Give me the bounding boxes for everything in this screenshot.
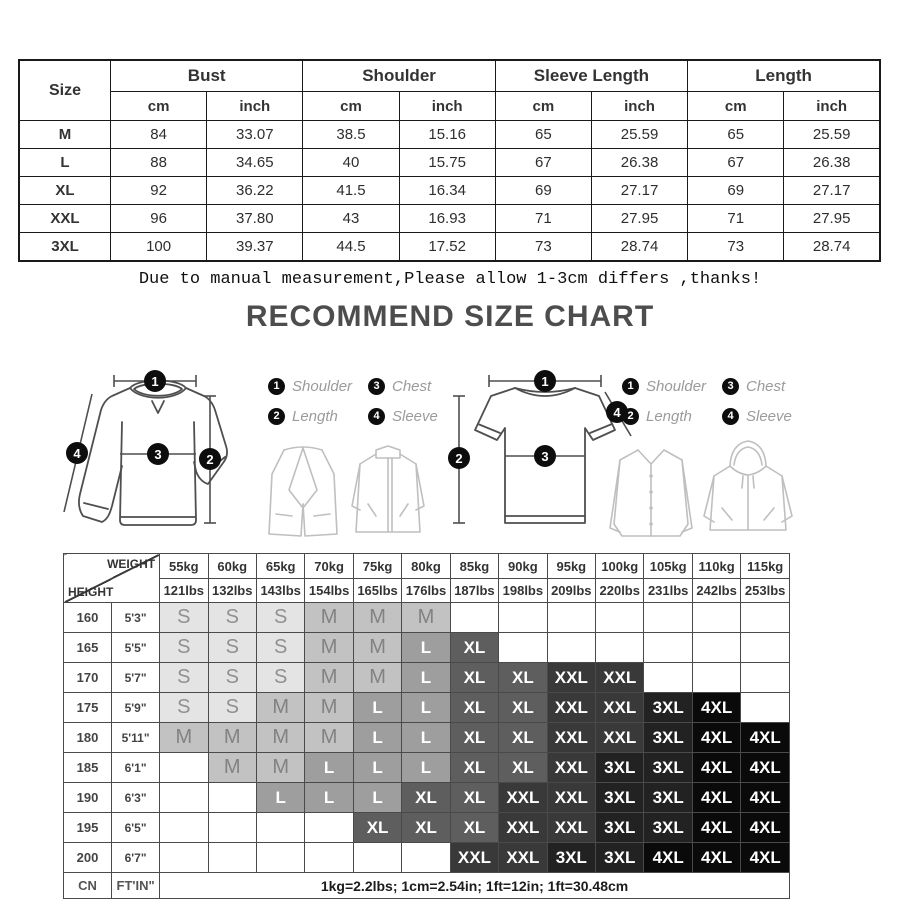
height-ftin: 5'3": [112, 603, 160, 633]
weight-kg-header: 110kg: [692, 554, 740, 579]
size-cell: XL: [450, 633, 498, 663]
empty-cell: [499, 633, 547, 663]
height-cm: 165: [64, 633, 112, 663]
recommend-size-chart-heading: RECOMMEND SIZE CHART: [245, 300, 655, 333]
group-header: Length: [688, 60, 880, 92]
empty-cell: [353, 843, 401, 873]
weight-kg-header: 90kg: [499, 554, 547, 579]
weight-lbs-header: 143lbs: [256, 579, 304, 603]
size-cell: S: [208, 663, 256, 693]
height-ftin: 6'3": [112, 783, 160, 813]
size-cell: S: [208, 633, 256, 663]
measurement-value: 92: [111, 177, 207, 205]
weight-lbs-header: 121lbs: [160, 579, 208, 603]
measurement-value: 25.59: [784, 121, 880, 149]
size-cell: XL: [450, 753, 498, 783]
legend-label: Length: [292, 407, 338, 425]
legend-number-icon: 3: [368, 378, 385, 395]
measurement-value: 44.5: [303, 233, 399, 262]
empty-cell: [499, 603, 547, 633]
size-cell: XXL: [547, 663, 595, 693]
size-row-label: M: [19, 121, 111, 149]
height-ftin: 5'9": [112, 693, 160, 723]
marker-4-sleeve: 4: [66, 442, 88, 464]
size-cell: L: [402, 663, 450, 693]
measurement-value: 73: [688, 233, 784, 262]
marker-3-chest: 3: [147, 443, 169, 465]
weight-label: WEIGHT: [107, 557, 156, 571]
size-cell: XXL: [547, 813, 595, 843]
sweatshirt-measure-diagram: [58, 370, 258, 542]
empty-cell: [644, 663, 692, 693]
measurement-value: 25.59: [591, 121, 687, 149]
legend-item-sleeve: [722, 404, 814, 428]
empty-cell: [208, 813, 256, 843]
size-cell: L: [402, 693, 450, 723]
weight-kg-header: 70kg: [305, 554, 353, 579]
size-cell: XL: [499, 663, 547, 693]
unit-header: inch: [399, 92, 495, 121]
size-cell: XXL: [547, 693, 595, 723]
blazer-sketch: [262, 442, 344, 542]
height-cm: 160: [64, 603, 112, 633]
unit-header: inch: [591, 92, 687, 121]
empty-cell: [547, 603, 595, 633]
marker-4-sleeve: 4: [606, 401, 628, 423]
weight-kg-header: 65kg: [256, 554, 304, 579]
measurement-value: 67: [495, 149, 591, 177]
weight-kg-header: 95kg: [547, 554, 595, 579]
empty-cell: [256, 843, 304, 873]
size-cell: 4XL: [741, 753, 790, 783]
size-cell: 3XL: [596, 783, 644, 813]
size-cell: M: [402, 603, 450, 633]
size-cell: M: [353, 633, 401, 663]
size-cell: M: [305, 663, 353, 693]
size-cell: M: [256, 723, 304, 753]
empty-cell: [741, 603, 790, 633]
measurement-value: 26.38: [591, 149, 687, 177]
size-cell: 4XL: [692, 843, 740, 873]
legend-number-icon: 4: [368, 408, 385, 425]
size-row-label: XL: [19, 177, 111, 205]
size-cell: 4XL: [692, 723, 740, 753]
measurement-value: 38.5: [303, 121, 399, 149]
weight-lbs-header: 220lbs: [596, 579, 644, 603]
empty-cell: [692, 663, 740, 693]
measurement-value: 41.5: [303, 177, 399, 205]
measurement-value: 33.07: [207, 121, 303, 149]
size-cell: L: [353, 723, 401, 753]
legend-number-icon: 1: [268, 378, 285, 395]
empty-cell: [305, 843, 353, 873]
height-cm: 185: [64, 753, 112, 783]
height-cm: 200: [64, 843, 112, 873]
size-cell: XXL: [596, 693, 644, 723]
size-cell: M: [305, 633, 353, 663]
size-cell: XXL: [547, 723, 595, 753]
size-cell: S: [208, 693, 256, 723]
measurement-value: 15.16: [399, 121, 495, 149]
size-cell: XXL: [450, 843, 498, 873]
size-cell: S: [160, 603, 208, 633]
size-row-label: XXL: [19, 205, 111, 233]
group-header: Sleeve Length: [495, 60, 687, 92]
unit-header: cm: [303, 92, 399, 121]
empty-cell: [256, 813, 304, 843]
size-row-label: 3XL: [19, 233, 111, 262]
measurement-value: 27.95: [591, 205, 687, 233]
group-header: Bust: [111, 60, 303, 92]
marker-1-shoulder: 1: [144, 370, 166, 392]
height-ftin: 6'5": [112, 813, 160, 843]
empty-cell: [305, 813, 353, 843]
height-ftin: 5'5": [112, 633, 160, 663]
measurement-table: [18, 59, 881, 262]
cn-unit-label: CN: [64, 873, 112, 899]
measurement-value: 71: [495, 205, 591, 233]
size-cell: XXL: [596, 723, 644, 753]
size-cell: 3XL: [596, 753, 644, 783]
legend-item-length: [622, 404, 722, 428]
weight-kg-header: 60kg: [208, 554, 256, 579]
height-cm: 190: [64, 783, 112, 813]
measurement-value: 28.74: [591, 233, 687, 262]
size-cell: XXL: [499, 843, 547, 873]
empty-cell: [160, 753, 208, 783]
legend-label: Shoulder: [646, 377, 707, 395]
group-header: Shoulder: [303, 60, 495, 92]
unit-header: cm: [111, 92, 207, 121]
height-ftin: 6'7": [112, 843, 160, 873]
size-cell: M: [256, 753, 304, 783]
size-cell: M: [256, 693, 304, 723]
size-cell: L: [353, 783, 401, 813]
unit-header: inch: [207, 92, 303, 121]
legend-label: Sleeve: [746, 407, 792, 425]
size-cell: 4XL: [741, 843, 790, 873]
legend-label: Sleeve: [392, 407, 438, 425]
measurement-value: 67: [688, 149, 784, 177]
size-cell: 4XL: [692, 783, 740, 813]
empty-cell: [208, 783, 256, 813]
empty-cell: [160, 843, 208, 873]
empty-cell: [596, 603, 644, 633]
measurement-value: 71: [688, 205, 784, 233]
measurement-value: 69: [495, 177, 591, 205]
size-cell: 4XL: [692, 753, 740, 783]
measurement-value: 26.38: [784, 149, 880, 177]
size-cell: 4XL: [741, 723, 790, 753]
measurement-value: 96: [111, 205, 207, 233]
size-cell: S: [256, 603, 304, 633]
size-cell: XL: [402, 813, 450, 843]
measurement-value: 34.65: [207, 149, 303, 177]
size-cell: XL: [402, 783, 450, 813]
jacket-sketch: [348, 440, 428, 542]
size-cell: M: [305, 723, 353, 753]
size-cell: M: [353, 663, 401, 693]
measurement-value: 27.95: [784, 205, 880, 233]
weight-kg-header: 115kg: [741, 554, 790, 579]
size-cell: XL: [450, 723, 498, 753]
legend-right: [622, 374, 814, 428]
measurement-value: 28.74: [784, 233, 880, 262]
height-cm: 195: [64, 813, 112, 843]
height-weight-matrix: [63, 553, 790, 899]
weight-lbs-header: 231lbs: [644, 579, 692, 603]
weight-lbs-header: 154lbs: [305, 579, 353, 603]
size-cell: S: [160, 633, 208, 663]
size-row-label: L: [19, 149, 111, 177]
ftin-unit-label: FT'IN": [112, 873, 160, 899]
weight-lbs-header: 242lbs: [692, 579, 740, 603]
marker-1-shoulder: 1: [534, 370, 556, 392]
measurement-note: Due to manual measurement,Please allow 1-3cm differs ,thanks!: [138, 270, 762, 289]
shirt-sketch: [605, 444, 697, 542]
size-cell: L: [402, 753, 450, 783]
size-cell: M: [160, 723, 208, 753]
size-cell: L: [353, 753, 401, 783]
unit-header: inch: [784, 92, 880, 121]
height-cm: 175: [64, 693, 112, 723]
empty-cell: [160, 813, 208, 843]
height-ftin: 5'7": [112, 663, 160, 693]
legend-label: Shoulder: [292, 377, 353, 395]
measurement-value: 73: [495, 233, 591, 262]
size-cell: S: [160, 663, 208, 693]
size-cell: 3XL: [644, 723, 692, 753]
weight-kg-header: 75kg: [353, 554, 401, 579]
size-cell: 3XL: [547, 843, 595, 873]
size-cell: XXL: [499, 813, 547, 843]
unit-header: cm: [688, 92, 784, 121]
weight-height-corner: [64, 554, 160, 603]
weight-kg-header: 55kg: [160, 554, 208, 579]
empty-cell: [644, 603, 692, 633]
empty-cell: [741, 633, 790, 663]
size-cell: XL: [450, 693, 498, 723]
size-cell: XXL: [499, 783, 547, 813]
marker-3-chest: 3: [534, 445, 556, 467]
legend-number-icon: 3: [722, 378, 739, 395]
legend-item-chest: [722, 374, 814, 398]
measurement-value: 16.34: [399, 177, 495, 205]
unit-header: cm: [495, 92, 591, 121]
empty-cell: [692, 633, 740, 663]
measurement-value: 37.80: [207, 205, 303, 233]
size-cell: L: [402, 723, 450, 753]
unit-conversion-note: 1kg=2.2lbs; 1cm=2.54in; 1ft=12in; 1ft=30.48cm: [160, 873, 790, 899]
legend-label: Length: [646, 407, 692, 425]
marker-2-length: 2: [199, 448, 221, 470]
measurement-value: 65: [688, 121, 784, 149]
legend-number-icon: 2: [268, 408, 285, 425]
size-cell: L: [353, 693, 401, 723]
size-cell: 3XL: [644, 813, 692, 843]
empty-cell: [644, 633, 692, 663]
measurement-value: 39.37: [207, 233, 303, 262]
hoodie-sketch: [700, 436, 795, 542]
size-cell: XL: [499, 723, 547, 753]
empty-cell: [741, 693, 790, 723]
size-cell: M: [305, 693, 353, 723]
size-cell: L: [305, 783, 353, 813]
legend-label: Chest: [392, 377, 432, 395]
size-cell: S: [256, 633, 304, 663]
size-cell: 3XL: [644, 693, 692, 723]
size-cell: 4XL: [692, 693, 740, 723]
size-cell: 3XL: [596, 813, 644, 843]
empty-cell: [692, 603, 740, 633]
size-cell: XL: [450, 813, 498, 843]
size-cell: M: [208, 723, 256, 753]
size-cell: 3XL: [644, 753, 692, 783]
weight-kg-header: 100kg: [596, 554, 644, 579]
empty-cell: [208, 843, 256, 873]
legend-number-icon: 1: [622, 378, 639, 395]
empty-cell: [160, 783, 208, 813]
size-cell: L: [256, 783, 304, 813]
size-cell: XL: [499, 693, 547, 723]
size-cell: L: [402, 633, 450, 663]
size-cell: M: [353, 603, 401, 633]
size-cell: 4XL: [741, 813, 790, 843]
size-cell: 4XL: [644, 843, 692, 873]
empty-cell: [547, 633, 595, 663]
weight-lbs-header: 253lbs: [741, 579, 790, 603]
weight-kg-header: 105kg: [644, 554, 692, 579]
size-cell: S: [160, 693, 208, 723]
size-cell: XL: [450, 783, 498, 813]
measurement-value: 65: [495, 121, 591, 149]
size-cell: M: [208, 753, 256, 783]
measurement-value: 40: [303, 149, 399, 177]
size-cell: XL: [499, 753, 547, 783]
weight-kg-header: 80kg: [402, 554, 450, 579]
height-ftin: 5'11": [112, 723, 160, 753]
empty-cell: [596, 633, 644, 663]
height-ftin: 6'1": [112, 753, 160, 783]
weight-lbs-header: 176lbs: [402, 579, 450, 603]
size-cell: 3XL: [644, 783, 692, 813]
legend-number-icon: 2: [622, 408, 639, 425]
legend-item-shoulder: [622, 374, 722, 398]
legend-left: [268, 374, 460, 428]
measurement-value: 100: [111, 233, 207, 262]
legend-item-shoulder: [268, 374, 368, 398]
weight-lbs-header: 132lbs: [208, 579, 256, 603]
measurement-value: 36.22: [207, 177, 303, 205]
height-cm: 170: [64, 663, 112, 693]
size-cell: XL: [353, 813, 401, 843]
empty-cell: [741, 663, 790, 693]
size-cell: XXL: [547, 753, 595, 783]
empty-cell: [450, 603, 498, 633]
measurement-value: 88: [111, 149, 207, 177]
size-cell: M: [305, 603, 353, 633]
weight-lbs-header: 165lbs: [353, 579, 401, 603]
height-label: HEIGHT: [68, 585, 114, 599]
height-cm: 180: [64, 723, 112, 753]
size-column-header: Size: [19, 60, 111, 121]
marker-2-length: 2: [448, 447, 470, 469]
measurement-value: 27.17: [784, 177, 880, 205]
measurement-value: 43: [303, 205, 399, 233]
size-cell: S: [256, 663, 304, 693]
size-cell: XL: [450, 663, 498, 693]
size-cell: 4XL: [692, 813, 740, 843]
measurement-value: 16.93: [399, 205, 495, 233]
size-cell: 4XL: [741, 783, 790, 813]
measurement-value: 69: [688, 177, 784, 205]
measurement-value: 84: [111, 121, 207, 149]
empty-cell: [402, 843, 450, 873]
legend-label: Chest: [746, 377, 786, 395]
size-cell: S: [208, 603, 256, 633]
measurement-value: 27.17: [591, 177, 687, 205]
size-cell: L: [305, 753, 353, 783]
weight-lbs-header: 209lbs: [547, 579, 595, 603]
legend-item-length: [268, 404, 368, 428]
weight-kg-header: 85kg: [450, 554, 498, 579]
size-cell: XXL: [547, 783, 595, 813]
measurement-value: 17.52: [399, 233, 495, 262]
weight-lbs-header: 198lbs: [499, 579, 547, 603]
measurement-value: 15.75: [399, 149, 495, 177]
legend-number-icon: 4: [722, 408, 739, 425]
size-cell: 3XL: [596, 843, 644, 873]
size-cell: XXL: [596, 663, 644, 693]
weight-lbs-header: 187lbs: [450, 579, 498, 603]
